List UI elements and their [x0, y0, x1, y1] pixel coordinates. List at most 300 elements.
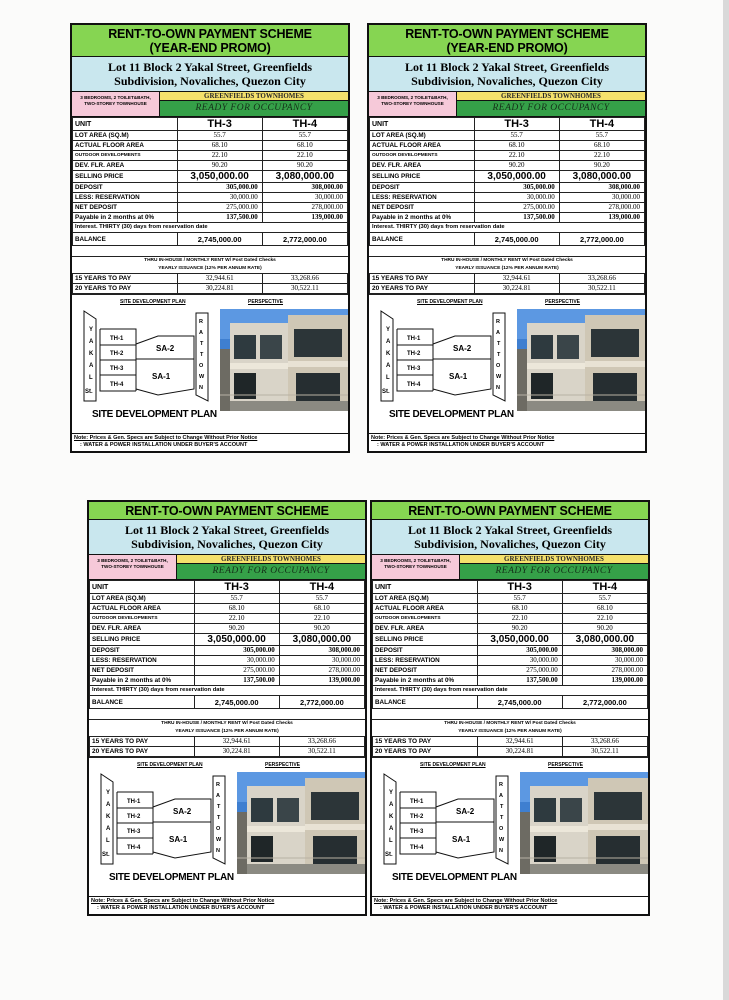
occupancy-status: READY FOR OCCUPANCY	[457, 101, 645, 116]
term-value: 30,224.81	[177, 284, 262, 294]
subdivision-name: GREENFIELDS TOWNHOMES	[460, 555, 648, 564]
site-plan-label: SITE DEVELOPMENT PLAN	[417, 299, 483, 305]
street-right-letter-4: T	[217, 815, 221, 821]
row-value: 30,000.00	[279, 656, 364, 666]
plan-section	[89, 757, 365, 896]
street-right-letter-2: A	[499, 793, 503, 799]
lot-sa1: SA-1	[152, 372, 171, 381]
selling-price-th3: 3,050,000.00	[177, 171, 262, 183]
utility-note: : WATER & POWER INSTALLATION UNDER BUYER'S ACCOUNT	[380, 905, 548, 911]
row-value: 55.7	[559, 131, 644, 141]
interest-note: Interest. THIRTY (30) days from reservation date	[73, 223, 348, 233]
street-left-letter-4: A	[106, 826, 111, 832]
lot-th4: TH-4	[127, 845, 141, 851]
street-right-letter-6: W	[499, 837, 505, 843]
street-left-abbr: St.	[382, 389, 390, 395]
unit-label: UNIT	[370, 118, 475, 131]
balance-label: BALANCE	[73, 233, 178, 246]
row-label: DEPOSIT	[90, 646, 195, 656]
site-plan-label: SITE DEVELOPMENT PLAN	[420, 762, 486, 768]
row-value: 30,000.00	[177, 193, 262, 203]
row-value: 30,000.00	[194, 656, 279, 666]
row-value: 55.7	[477, 594, 562, 604]
unit-th3: TH-3	[177, 118, 262, 131]
street-right-letter-1: R	[496, 319, 500, 325]
plan-section	[369, 294, 645, 433]
site-plan-caption: SITE DEVELOPMENT PLAN	[392, 872, 517, 883]
term-value: 30,522.11	[562, 747, 647, 757]
row-value: 90.20	[177, 161, 262, 171]
street-right-letter-4: T	[497, 352, 501, 358]
site-plan-diagram	[95, 772, 235, 872]
row-value: 68.10	[194, 604, 279, 614]
rent-table	[372, 736, 648, 757]
term-value: 32,944.61	[477, 737, 562, 747]
selling-price-label: SELLING PRICE	[370, 171, 475, 183]
row-value: 22.10	[562, 614, 647, 624]
row-value: 55.7	[562, 594, 647, 604]
unit-type: 3 BEDROOMS, 2 TOILET&BATH, TWO-STOREY TOWNHOUSE	[89, 555, 177, 579]
street-right-letter-7: N	[199, 385, 203, 391]
row-label: OUTDOOR DEVELOPMENTS	[373, 614, 478, 624]
balance-th3: 2,745,000.00	[177, 233, 262, 246]
balance-th4: 2,772,000.00	[262, 233, 347, 246]
term-value: 32,944.61	[177, 274, 262, 284]
row-value: 308,000.00	[262, 183, 347, 193]
row-label: LESS: RESERVATION	[90, 656, 195, 666]
rent-note-1: THRU IN-HOUSE / MONTHLY RENT W/ Post Dated Checks	[444, 721, 576, 726]
row-label: OUTDOOR DEVELOPMENTS	[90, 614, 195, 624]
street-left-letter-1: Y	[386, 327, 391, 333]
street-left-letter-2: A	[389, 802, 394, 808]
lot-th4: TH-4	[110, 382, 124, 388]
lot-th1: TH-1	[127, 799, 141, 805]
row-value: 90.20	[562, 624, 647, 634]
price-table	[372, 580, 648, 709]
street-right-letter-5: O	[499, 826, 504, 832]
location-banner	[369, 57, 645, 92]
location-line-1: Lot 11 Block 2 Yakal Street, Greenfields	[124, 523, 330, 537]
selling-price-th4: 3,080,000.00	[562, 634, 647, 646]
row-value: 22.10	[262, 151, 347, 161]
row-value: 22.10	[194, 614, 279, 624]
row-value: 68.10	[262, 141, 347, 151]
rent-note-1: THRU IN-HOUSE / MONTHLY RENT W/ Post Dated Checks	[441, 258, 573, 263]
row-value: 22.10	[279, 614, 364, 624]
row-label: DEPOSIT	[373, 646, 478, 656]
term-value: 33,268.66	[279, 737, 364, 747]
term-label: 15 YEARS TO PAY	[370, 274, 475, 284]
lot-sa1: SA-1	[452, 835, 471, 844]
balance-th3: 2,745,000.00	[477, 696, 562, 709]
row-label: DEV. FLR. AREA	[370, 161, 475, 171]
row-label: Payable in 2 months at 0%	[373, 676, 478, 686]
perspective-label: PERSPECTIVE	[545, 299, 581, 305]
price-change-note: Note: Prices & Gen. Specs are Subject to Change Without Prior Notice	[371, 435, 555, 441]
site-plan-caption: SITE DEVELOPMENT PLAN	[109, 872, 234, 883]
street-left-abbr: St.	[85, 389, 93, 395]
street-left-abbr: St.	[102, 852, 110, 858]
unit-label: UNIT	[73, 118, 178, 131]
row-value: 137,500.00	[474, 213, 559, 223]
street-left-letter-3: K	[386, 351, 391, 357]
street-left-letter-4: A	[89, 363, 94, 369]
street-right-letter-1: R	[199, 319, 203, 325]
term-value: 33,268.66	[562, 737, 647, 747]
row-label: DEPOSIT	[73, 183, 178, 193]
term-value: 33,268.66	[262, 274, 347, 284]
row-label: Payable in 2 months at 0%	[370, 213, 475, 223]
street-right-letter-3: T	[500, 804, 504, 810]
street-left-letter-5: L	[386, 375, 390, 381]
term-value: 30,224.81	[474, 284, 559, 294]
row-value: 90.20	[474, 161, 559, 171]
term-label: 20 YEARS TO PAY	[370, 284, 475, 294]
row-label: LOT AREA (SQ.M)	[90, 594, 195, 604]
term-label: 15 YEARS TO PAY	[373, 737, 478, 747]
balance-label: BALANCE	[90, 696, 195, 709]
row-value: 68.10	[474, 141, 559, 151]
lot-th4: TH-4	[410, 845, 424, 851]
term-label: 15 YEARS TO PAY	[90, 737, 195, 747]
row-label: LESS: RESERVATION	[73, 193, 178, 203]
unit-type-row	[89, 555, 365, 580]
unit-type: 3 BEDROOMS, 2 TOILET&BATH, TWO-STOREY TOWNHOUSE	[72, 92, 160, 116]
balance-th3: 2,745,000.00	[194, 696, 279, 709]
promo-flyer	[70, 23, 350, 453]
rent-note-2: YEARLY ISSUANCE (12% PER ANNUM RATE)	[158, 266, 262, 271]
row-label: ACTUAL FLOOR AREA	[90, 604, 195, 614]
selling-price-th4: 3,080,000.00	[262, 171, 347, 183]
row-value: 55.7	[177, 131, 262, 141]
unit-type-row	[72, 92, 348, 117]
row-value: 308,000.00	[279, 646, 364, 656]
lot-sa2: SA-2	[453, 344, 472, 353]
flyer-footer	[72, 433, 348, 451]
lot-th1: TH-1	[407, 336, 421, 342]
row-value: 137,500.00	[194, 676, 279, 686]
rent-note-2: YEARLY ISSUANCE (12% PER ANNUM RATE)	[455, 266, 559, 271]
street-right-letter-5: O	[199, 363, 204, 369]
site-plan-caption: SITE DEVELOPMENT PLAN	[92, 409, 217, 420]
unit-th3: TH-3	[477, 581, 562, 594]
row-value: 22.10	[474, 151, 559, 161]
lot-th3: TH-3	[127, 829, 141, 835]
unit-th3: TH-3	[194, 581, 279, 594]
flyer-title: RENT-TO-OWN PAYMENT SCHEME	[108, 27, 312, 41]
row-label: LOT AREA (SQ.M)	[370, 131, 475, 141]
row-label: ACTUAL FLOOR AREA	[370, 141, 475, 151]
site-plan-label: SITE DEVELOPMENT PLAN	[120, 299, 186, 305]
unit-th4: TH-4	[279, 581, 364, 594]
row-value: 68.10	[477, 604, 562, 614]
price-change-note: Note: Prices & Gen. Specs are Subject to Change Without Prior Notice	[74, 435, 258, 441]
row-value: 30,000.00	[477, 656, 562, 666]
row-value: 308,000.00	[559, 183, 644, 193]
lot-th1: TH-1	[110, 336, 124, 342]
street-left-letter-3: K	[389, 814, 394, 820]
unit-label: UNIT	[373, 581, 478, 594]
location-banner	[89, 520, 365, 555]
row-label: NET DEPOSIT	[370, 203, 475, 213]
plan-section	[372, 757, 648, 896]
street-left-letter-4: A	[389, 826, 394, 832]
flyer-subtitle: (YEAR-END PROMO)	[149, 41, 271, 55]
interest-note: Interest. THIRTY (30) days from reservation date	[373, 686, 648, 696]
promo-flyer	[370, 500, 650, 916]
perspective-photo	[237, 772, 365, 874]
row-value: 90.20	[279, 624, 364, 634]
row-value: 55.7	[474, 131, 559, 141]
location-line-2: Subdivision, Novaliches, Quezon City	[131, 537, 323, 551]
flyer-footer	[369, 433, 645, 451]
subdivision-name: GREENFIELDS TOWNHOMES	[177, 555, 365, 564]
row-value: 305,000.00	[474, 183, 559, 193]
row-value: 139,000.00	[562, 676, 647, 686]
row-label: LOT AREA (SQ.M)	[73, 131, 178, 141]
promo-flyer	[87, 500, 367, 916]
row-label: Payable in 2 months at 0%	[73, 213, 178, 223]
lot-th3: TH-3	[407, 366, 421, 372]
row-value: 137,500.00	[177, 213, 262, 223]
unit-label: UNIT	[90, 581, 195, 594]
row-value: 30,000.00	[562, 656, 647, 666]
location-line-1: Lot 11 Block 2 Yakal Street, Greenfields	[407, 523, 613, 537]
rent-note-2: YEARLY ISSUANCE (12% PER ANNUM RATE)	[458, 729, 562, 734]
street-left-letter-4: A	[386, 363, 391, 369]
utility-note: : WATER & POWER INSTALLATION UNDER BUYER'S ACCOUNT	[97, 905, 265, 911]
location-line-1: Lot 11 Block 2 Yakal Street, Greenfields	[107, 60, 313, 74]
street-left-letter-1: Y	[106, 790, 111, 796]
row-value: 68.10	[177, 141, 262, 151]
row-label: LOT AREA (SQ.M)	[373, 594, 478, 604]
street-right-letter-7: N	[496, 385, 500, 391]
plan-section	[72, 294, 348, 433]
row-value: 30,000.00	[559, 193, 644, 203]
selling-price-th4: 3,080,000.00	[279, 634, 364, 646]
row-label: LESS: RESERVATION	[370, 193, 475, 203]
row-label: NET DEPOSIT	[373, 666, 478, 676]
selling-price-th3: 3,050,000.00	[477, 634, 562, 646]
street-right-letter-3: T	[497, 341, 501, 347]
term-value: 30,522.11	[262, 284, 347, 294]
unit-th4: TH-4	[562, 581, 647, 594]
rent-table	[369, 273, 645, 294]
street-left-letter-5: L	[89, 375, 93, 381]
street-right-letter-6: W	[199, 374, 205, 380]
location-line-1: Lot 11 Block 2 Yakal Street, Greenfields	[404, 60, 610, 74]
utility-note: : WATER & POWER INSTALLATION UNDER BUYER'S ACCOUNT	[377, 442, 545, 448]
street-left-letter-5: L	[389, 838, 393, 844]
row-value: 22.10	[177, 151, 262, 161]
row-value: 22.10	[559, 151, 644, 161]
row-value: 278,000.00	[562, 666, 647, 676]
location-line-2: Subdivision, Novaliches, Quezon City	[114, 74, 306, 88]
row-value: 278,000.00	[279, 666, 364, 676]
row-value: 305,000.00	[194, 646, 279, 656]
interest-note: Interest. THIRTY (30) days from reservation date	[90, 686, 365, 696]
perspective-photo	[517, 309, 645, 411]
row-value: 275,000.00	[474, 203, 559, 213]
selling-price-th4: 3,080,000.00	[559, 171, 644, 183]
street-left-letter-2: A	[386, 339, 391, 345]
occupancy-status: READY FOR OCCUPANCY	[177, 564, 365, 579]
balance-th3: 2,745,000.00	[474, 233, 559, 246]
lot-th4: TH-4	[407, 382, 421, 388]
selling-price-th3: 3,050,000.00	[474, 171, 559, 183]
row-value: 68.10	[559, 141, 644, 151]
street-right-letter-4: T	[200, 352, 204, 358]
street-left-letter-3: K	[106, 814, 111, 820]
location-line-2: Subdivision, Novaliches, Quezon City	[414, 537, 606, 551]
street-right-letter-3: T	[217, 804, 221, 810]
street-right-letter-6: W	[216, 837, 222, 843]
row-value: 275,000.00	[177, 203, 262, 213]
row-value: 275,000.00	[477, 666, 562, 676]
balance-th4: 2,772,000.00	[279, 696, 364, 709]
unit-th4: TH-4	[559, 118, 644, 131]
lot-th2: TH-2	[410, 814, 424, 820]
perspective-photo	[520, 772, 648, 874]
flyer-subtitle: (YEAR-END PROMO)	[446, 41, 568, 55]
row-label: Payable in 2 months at 0%	[90, 676, 195, 686]
promo-flyer	[367, 23, 647, 453]
unit-th3: TH-3	[474, 118, 559, 131]
term-value: 30,522.11	[559, 284, 644, 294]
site-plan-diagram	[378, 772, 518, 872]
lot-sa1: SA-1	[449, 372, 468, 381]
lot-sa2: SA-2	[456, 807, 475, 816]
lot-th3: TH-3	[410, 829, 424, 835]
row-label: DEV. FLR. AREA	[73, 161, 178, 171]
price-table	[369, 117, 645, 246]
row-value: 90.20	[194, 624, 279, 634]
balance-th4: 2,772,000.00	[562, 696, 647, 709]
row-value: 278,000.00	[262, 203, 347, 213]
street-right-letter-2: A	[496, 330, 500, 336]
street-left-abbr: St.	[385, 852, 393, 858]
flyer-header	[89, 502, 365, 520]
selling-price-th3: 3,050,000.00	[194, 634, 279, 646]
term-value: 33,268.66	[559, 274, 644, 284]
unit-type-row	[372, 555, 648, 580]
balance-label: BALANCE	[373, 696, 478, 709]
utility-note: : WATER & POWER INSTALLATION UNDER BUYER'S ACCOUNT	[80, 442, 248, 448]
street-right-letter-3: T	[200, 341, 204, 347]
row-value: 22.10	[477, 614, 562, 624]
row-label: NET DEPOSIT	[73, 203, 178, 213]
location-banner	[72, 57, 348, 92]
flyer-header	[369, 25, 645, 57]
price-table	[72, 117, 348, 246]
subdivision-name: GREENFIELDS TOWNHOMES	[160, 92, 348, 101]
term-label: 15 YEARS TO PAY	[73, 274, 178, 284]
row-value: 68.10	[562, 604, 647, 614]
flyer-title: RENT-TO-OWN PAYMENT SCHEME	[125, 504, 329, 518]
term-value: 32,944.61	[474, 274, 559, 284]
price-change-note: Note: Prices & Gen. Specs are Subject to Change Without Prior Notice	[91, 898, 275, 904]
flyer-footer	[372, 896, 648, 914]
street-right-letter-5: O	[496, 363, 501, 369]
row-value: 30,000.00	[262, 193, 347, 203]
street-right-letter-5: O	[216, 826, 221, 832]
selling-price-label: SELLING PRICE	[373, 634, 478, 646]
lot-th2: TH-2	[407, 351, 421, 357]
row-value: 68.10	[279, 604, 364, 614]
term-label: 20 YEARS TO PAY	[73, 284, 178, 294]
balance-label: BALANCE	[370, 233, 475, 246]
perspective-photo	[220, 309, 348, 411]
row-label: OUTDOOR DEVELOPMENTS	[73, 151, 178, 161]
row-value: 55.7	[262, 131, 347, 141]
row-label: DEV. FLR. AREA	[90, 624, 195, 634]
site-plan-diagram	[375, 309, 515, 409]
row-value: 275,000.00	[194, 666, 279, 676]
rent-table	[72, 273, 348, 294]
street-left-letter-2: A	[106, 802, 111, 808]
flyer-title: RENT-TO-OWN PAYMENT SCHEME	[405, 27, 609, 41]
lot-sa1: SA-1	[169, 835, 188, 844]
lot-sa2: SA-2	[156, 344, 175, 353]
selling-price-label: SELLING PRICE	[73, 171, 178, 183]
row-value: 55.7	[279, 594, 364, 604]
row-value: 90.20	[559, 161, 644, 171]
flyer-title: RENT-TO-OWN PAYMENT SCHEME	[408, 504, 612, 518]
perspective-label: PERSPECTIVE	[248, 299, 284, 305]
unit-type-row	[369, 92, 645, 117]
lot-sa2: SA-2	[173, 807, 192, 816]
rent-note-2: YEARLY ISSUANCE (12% PER ANNUM RATE)	[175, 729, 279, 734]
street-right-letter-7: N	[216, 848, 220, 854]
price-table	[89, 580, 365, 709]
term-value: 30,522.11	[279, 747, 364, 757]
interest-note: Interest. THIRTY (30) days from reservation date	[370, 223, 645, 233]
row-label: ACTUAL FLOOR AREA	[373, 604, 478, 614]
site-plan-diagram	[78, 309, 218, 409]
street-left-letter-1: Y	[89, 327, 94, 333]
street-left-letter-2: A	[89, 339, 94, 345]
street-right-letter-2: A	[199, 330, 203, 336]
row-value: 90.20	[262, 161, 347, 171]
perspective-label: PERSPECTIVE	[548, 762, 584, 768]
selling-price-label: SELLING PRICE	[90, 634, 195, 646]
unit-th4: TH-4	[262, 118, 347, 131]
street-right-letter-4: T	[500, 815, 504, 821]
row-value: 278,000.00	[559, 203, 644, 213]
street-left-letter-5: L	[106, 838, 110, 844]
row-value: 139,000.00	[262, 213, 347, 223]
row-label: OUTDOOR DEVELOPMENTS	[370, 151, 475, 161]
rent-table	[89, 736, 365, 757]
occupancy-status: READY FOR OCCUPANCY	[160, 101, 348, 116]
row-value: 137,500.00	[477, 676, 562, 686]
unit-type: 3 BEDROOMS, 2 TOILET&BATH, TWO-STOREY TOWNHOUSE	[369, 92, 457, 116]
row-label: NET DEPOSIT	[90, 666, 195, 676]
row-value: 30,000.00	[474, 193, 559, 203]
term-value: 30,224.81	[477, 747, 562, 757]
street-left-letter-3: K	[89, 351, 94, 357]
flyer-header	[72, 25, 348, 57]
street-right-letter-2: A	[216, 793, 220, 799]
unit-type: 3 BEDROOMS, 2 TOILET&BATH, TWO-STOREY TOWNHOUSE	[372, 555, 460, 579]
row-label: DEPOSIT	[370, 183, 475, 193]
lot-th2: TH-2	[110, 351, 124, 357]
balance-th4: 2,772,000.00	[559, 233, 644, 246]
location-banner	[372, 520, 648, 555]
row-label: LESS: RESERVATION	[373, 656, 478, 666]
perspective-label: PERSPECTIVE	[265, 762, 301, 768]
location-line-2: Subdivision, Novaliches, Quezon City	[411, 74, 603, 88]
